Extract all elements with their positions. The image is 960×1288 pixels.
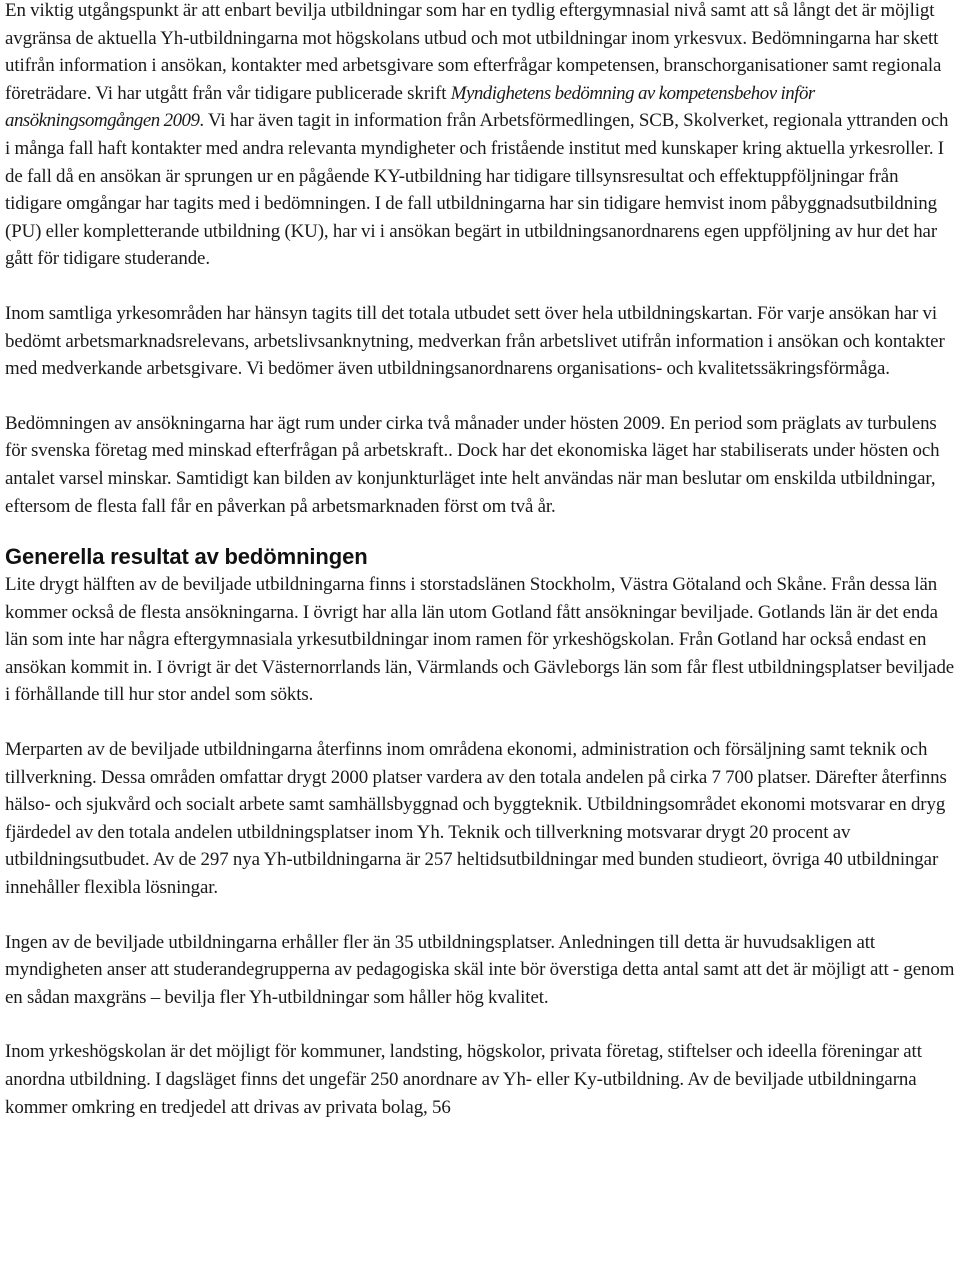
paragraph-education-areas: Merparten av de beviljade utbildningarna återfinns inom områdena ekonomi, administration och försäljning samt teknik och tillverkning. Dessa områden omfattar drygt 2000 platser vardera av den totala andelen på cirka 7 700 platser. Därefter återfinns hälso- och sjukvård och socialt arbete samt samhällsbyggnad och byggteknik. Utbildningsområdet ekonomi motsvarar en dryg fjärdedel av den totala andelen utbildningsplatser inom Yh. Teknik och tillverkning motsvarar drygt 20 procent av utbildningsutbudet. Av de 297 nya Yh-utbildningarna är 257 heltidsutbildningar med bunden studieort, övriga 40 utbildningar innehåller flexibla lösningar. xyxy=(5,739,947,899)
section-heading: Generella resultat av bedömningen xyxy=(5,544,368,570)
publication-title: Myndighetens bedömning av kompetensbehov inför ansökningsomgången 2009 xyxy=(5,82,815,132)
paragraph-text: En viktig utgångspunkt är att enbart bevilja utbildningar som har en tydlig eftergymnasial nivå samt att så långt det är möjligt avgränsa de aktuella Yh-utbildningarna mot högskolans utbud och mot utbildningar inom yrkesvux. Bedömningarna har skett utifrån information i ansökan, kontakter med arbetsgivare som efterfrågar kompetensen, branschorganisationer samt regionala företrädare. Vi har utgått från vår tidigare publicerade skrift xyxy=(5,0,942,104)
paragraph-overall-supply: Inom samtliga yrkesområden har hänsyn tagits till det totala utbudet sett över hela utbildningskartan. För varje ansökan har vi bedömt arbetsmarknadsrelevans, arbetslivsanknytning, medverkan från arbetslivet utifrån information i ansökan och kontakter med medverkande arbetsgivare. Vi bedömer även utbildningsanordnarens organisations- och kvalitetssäkringsförmåga. xyxy=(5,302,945,380)
paragraph-assessment-basis xyxy=(5,0,956,273)
paragraph-assessment-period: Bedömningen av ansökningarna har ägt rum under cirka två månader under hösten 2009. En period som präglats av turbulens för svenska företag med minskad efterfrågan på arbetskraft.. Dock har det ekonomiska läget har stabiliserats under hösten och antalet varsel minskar. Samtidigt kan bilden av konjunkturläget inte helt användas när man beslutar om enskilda utbildningar, eftersom de flesta fall får en påverkan på arbetsmarknaden först om två år. xyxy=(5,412,940,517)
paragraph-providers: Inom yrkeshögskolan är det möjligt för kommuner, landsting, högskolor, privata företag, stiftelser och ideella föreningar att anordna utbildning. I dagsläget finns det ungefär 250 anordnare av Yh- eller Ky-utbildning. Av de beviljade utbildningarna kommer omkring en tredjedel att drivas av privata bolag, 56 xyxy=(5,1041,922,1118)
paragraph-regional-results: Lite drygt hälften av de beviljade utbildningarna finns i storstadslänen Stockholm, Västra Götaland och Skåne. Från dessa län kommer också de flesta ansökningarna. I övrigt har alla län utom Gotland fått ansökningar beviljade. Gotlands län är det enda län som inte har några eftergymnasiala yrkesutbildningar inom ramen för yrkeshögskolan. Från Gotland har också endast en ansökan kommit in. I övrigt är det Västernorrlands län, Värmlands och Gävleborgs län som får flest utbildningsplatser beviljade i förhållande till hur stor andel som sökts. xyxy=(5,574,955,706)
paragraph-text: . Vi har även tagit in information från Arbetsförmedlingen, SCB, Skolverket, regionala yttranden och i många fall haft kontakter med andra relevanta myndigheter och fristående institut med kunskaper kring aktuella yrkesroller. I de fall då en ansökan är sprungen ur en pågående KY-utbildning har tidigare tillsynsresultat och effektuppföljningar från tidigare omgångar har tagits med i bedömningen. I de fall utbildningarna har sin tidigare hemvist inom påbyggnadsutbildning (PU) eller kompletterande utbildning (KU), har vi i ansökan begärt in utbildningsanordnarens egen uppföljning av hur det har gått för tidigare studerande. xyxy=(5,110,949,270)
paragraph-place-limit: Ingen av de beviljade utbildningarna erhåller fler än 35 utbildningsplatser. Anledningen till detta är huvudsakligen att myndigheten anser att studerandegrupperna av pedagogiska skäl inte bör överstiga detta antal samt att det är möjligt att - genom en sådan maxgräns – bevilja fler Yh-utbildningar som håller hög kvalitet. xyxy=(5,931,955,1008)
